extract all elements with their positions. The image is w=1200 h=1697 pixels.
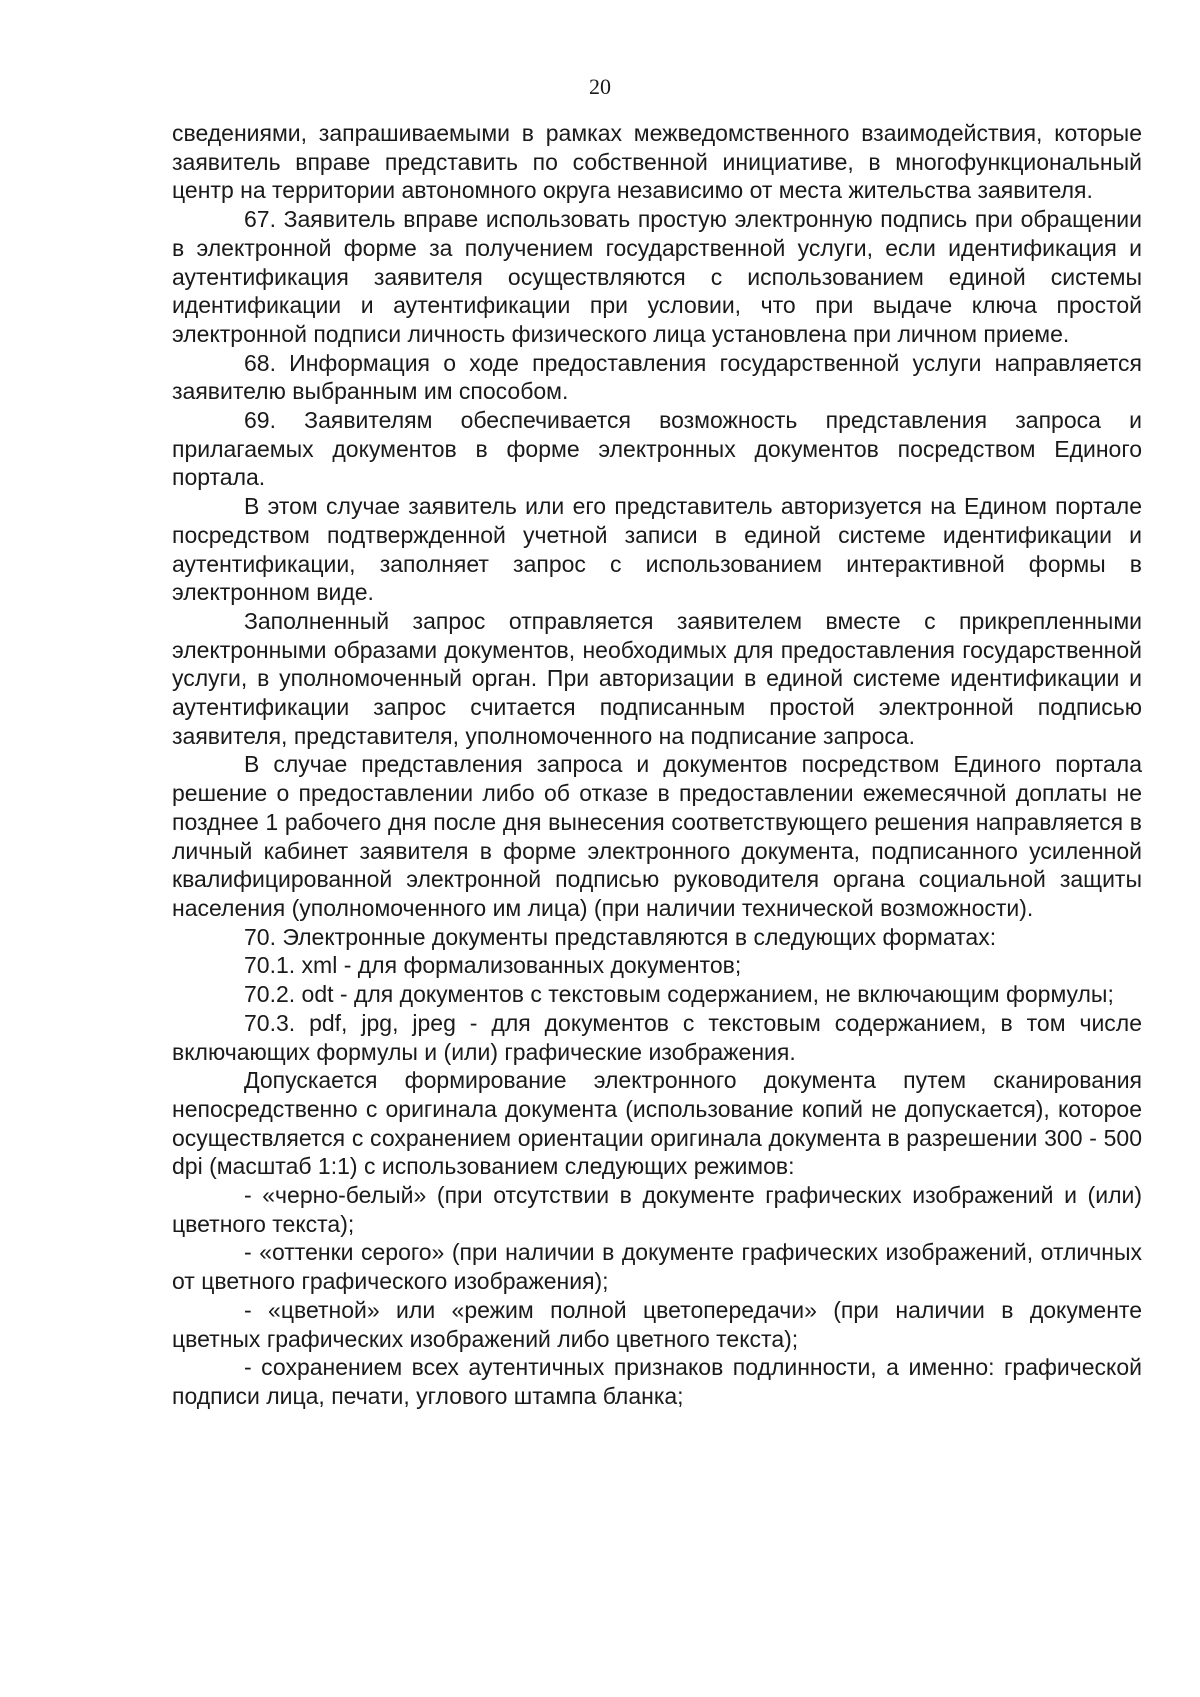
paragraph-69: 69. Заявителям обеспечивается возможность представления запроса и прилагаемых документов в форме электронных документов посредством Единого портала. [172,407,1142,491]
list-item-color: - «цветной» или «режим полной цветопередачи» (при наличии в документе цветных графических изображений либо цветного текста); [172,1296,1142,1352]
document-body [172,119,1142,1411]
list-item-authenticity: - сохранением всех аутентичных признаков подлинности, а именно: графической подписи лица, печати, углового штампа бланка; [172,1354,1142,1409]
paragraph-70-2: 70.2. odt - для документов с текстовым содержанием, не включающим формулы; [244,981,1114,1008]
paragraph-67: 67. Заявитель вправе использовать простую электронную подпись при обращении в электронной форме за получением государственной услуги, если идентификация и аутентификация заявителя осуществляются с использованием единой системы идентификации и аутентификации при условии, что при выдаче ключа простой электронной подписи личность физического лица установлена при личном приеме. [172,206,1142,347]
paragraph-70-1: 70.1. xml - для формализованных документов; [244,952,742,979]
page-number: 20 [589,74,611,99]
paragraph-69-decision: В случае представления запроса и документов посредством Единого портала решение о предоставлении либо об отказе в предоставлении ежемесячной доплаты не позднее 1 рабочего дня после дня вынесения соответствующего решения направляется в личный кабинет заявителя в форме электронного документа, подписанного усиленной квалифицированной электронной подписью руководителя органа социальной защиты населения (уполномоченного им лица) (при наличии технической возможности). [172,751,1142,921]
paragraph-70-3: 70.3. pdf, jpg, jpeg - для документов с текстовым содержанием, в том числе включающих формулы и (или) графические изображения. [172,1009,1142,1065]
paragraph-68: 68. Информация о ходе предоставления государственной услуги направляется заявителю выбранным им способом. [172,349,1142,405]
paragraph-69-authorization: В этом случае заявитель или его представитель авторизуется на Едином портале посредством подтвержденной учетной записи в единой системе идентификации и аутентификации, заполняет запрос с использованием интерактивной формы в электронном виде. [172,493,1142,606]
paragraph-continuation: сведениями, запрашиваемыми в рамках межведомственного взаимодействия, которые заявитель вправе представить по собственной инициативе, в многофункциональный центр на территории автономного округа независимо от места жительства заявителя. [172,120,1142,204]
paragraph-scanning: Допускается формирование электронного документа путем сканирования непосредственно с оригинала документа (использование копий не допускается), которое осуществляется с сохранением ориентации оригинала документа в разрешении 300 - 500 dpi (масштаб 1:1) с использованием следующих режимов: [172,1067,1142,1180]
list-item-black-white: - «черно-белый» (при отсутствии в документе графических изображений и (или) цветного текста); [172,1182,1142,1237]
paragraph-69-submission: Заполненный запрос отправляется заявителем вместе с прикрепленными электронными образами документов, необходимых для предоставления государственной услуги, в уполномоченный орган. При авторизации в единой системе идентификации и аутентификации запрос считается подписанным простой электронной подписью заявителя, представителя, уполномоченного на подписание запроса. [172,607,1142,749]
paragraph-70: 70. Электронные документы представляются в следующих форматах: [244,923,997,950]
list-item-grayscale: - «оттенки серого» (при наличии в документе графических изображений, отличных от цветного графического изображения); [172,1239,1142,1295]
